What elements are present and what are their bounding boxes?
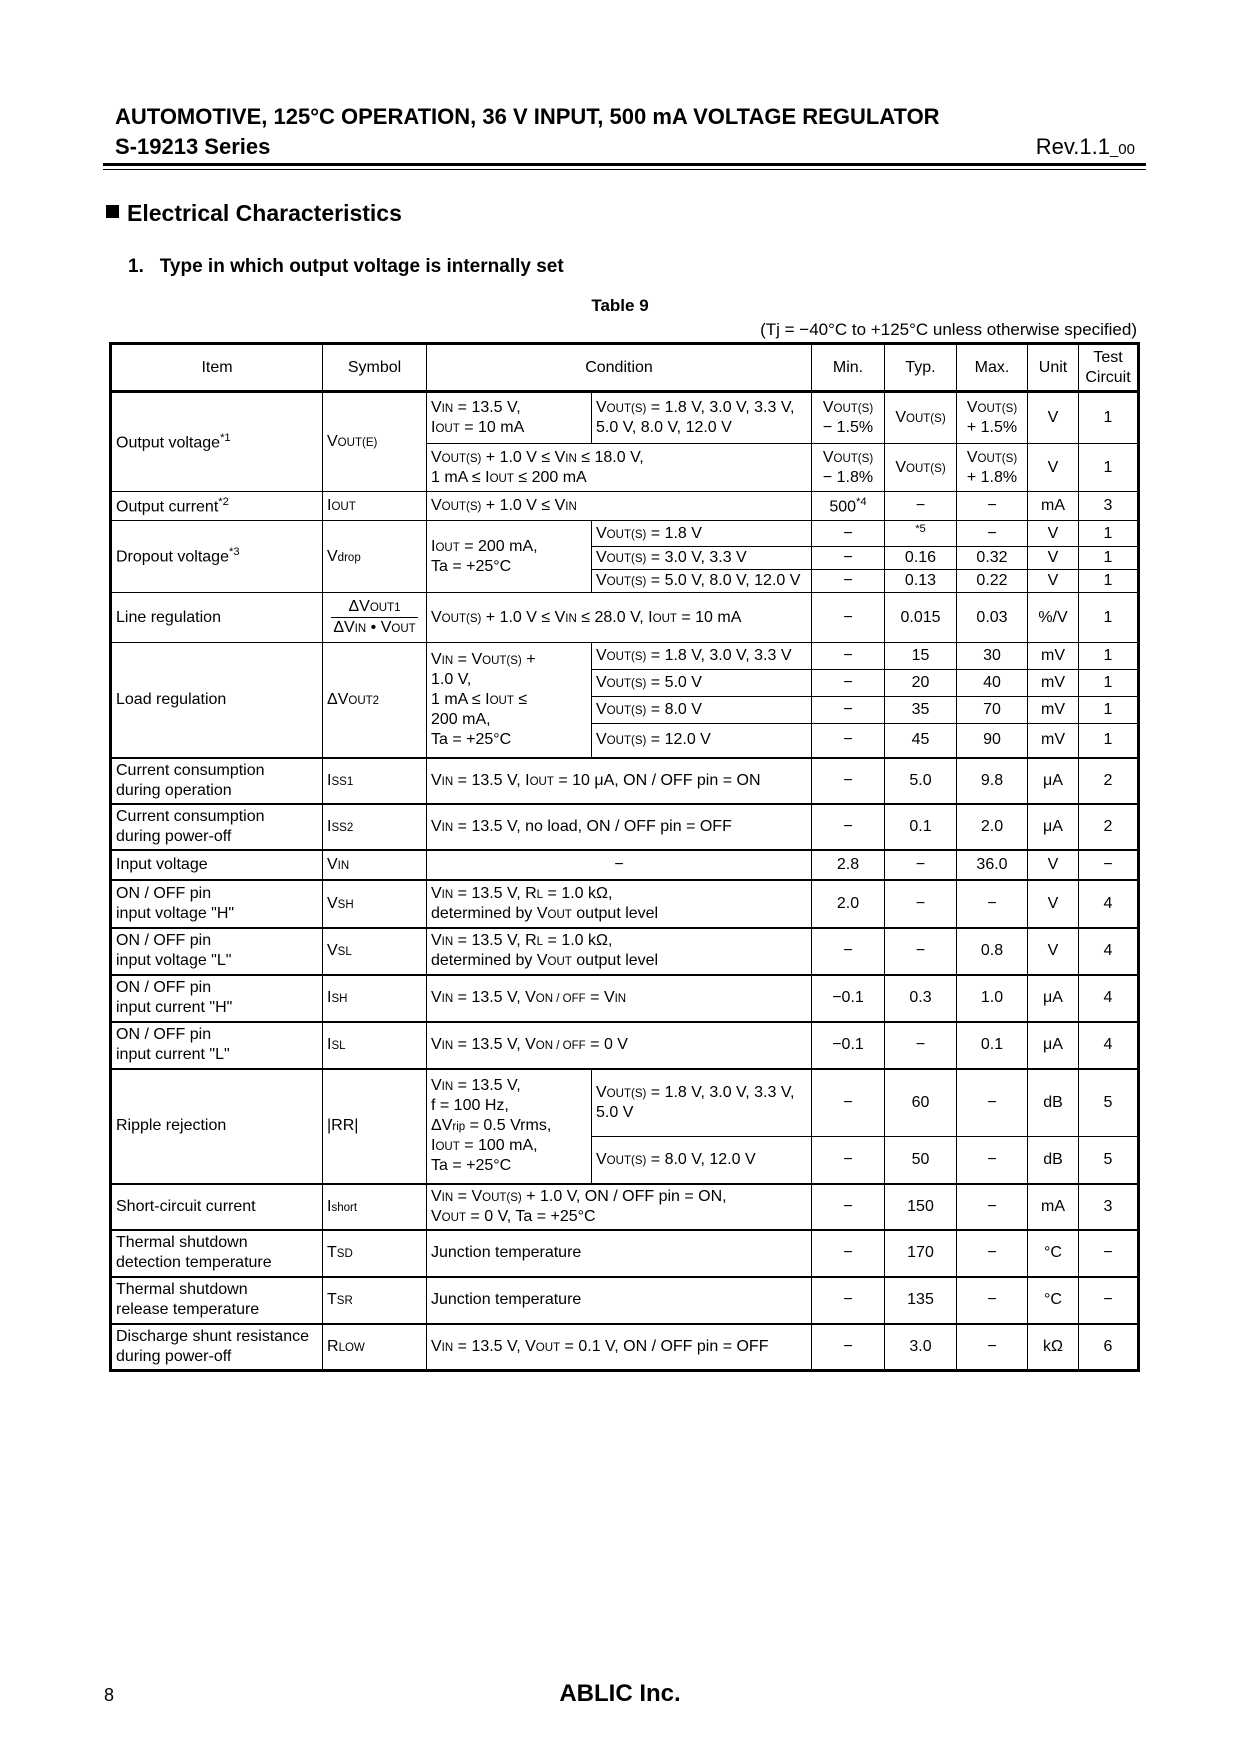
symbol-ishort: Ishort (323, 1184, 427, 1230)
min-cell: −0.1 (812, 1022, 885, 1069)
condition-cell: VIN = 13.5 V, RL = 1.0 kΩ, determined by VOUT output level (427, 880, 812, 928)
unit-cell: V (1028, 521, 1079, 547)
symbol-isl: ISL (323, 1022, 427, 1069)
min-cell: − (812, 593, 885, 643)
condition-cell: VIN = 13.5 V, IOUT = 10 mA (427, 392, 592, 444)
test-circuit-cell: 3 (1079, 1184, 1139, 1230)
header-test-circuit (1079, 344, 1139, 392)
condition-cell: − (427, 850, 812, 880)
typ-cell: 3.0 (885, 1324, 957, 1371)
max-cell: 1.0 (957, 975, 1028, 1022)
symbol-vdrop: Vdrop (323, 521, 427, 593)
table-row (111, 521, 1139, 547)
typ-cell: 170 (885, 1230, 957, 1277)
typ-cell: 35 (885, 697, 957, 724)
series-name: S-19213 Series (115, 134, 271, 159)
unit-cell: °C (1028, 1230, 1079, 1277)
min-cell: − (812, 928, 885, 975)
table-row (111, 392, 1139, 444)
max-cell: VOUT(S) + 1.8% (957, 444, 1028, 492)
item-output-voltage: Output voltage$^{*1}$ (111, 392, 323, 492)
typ-cell: 20 (885, 670, 957, 697)
unit-cell: V (1028, 547, 1079, 570)
unit-cell: mV (1028, 724, 1079, 758)
typ-cell: 0.16 (885, 547, 957, 570)
unit-cell: °C (1028, 1277, 1079, 1324)
test-circuit-cell: 1 (1079, 521, 1139, 547)
condition-cell: VOUT(S) = 5.0 V (592, 670, 812, 697)
unit-cell: V (1028, 880, 1079, 928)
square-bullet-icon (106, 205, 119, 218)
test-circuit-cell: 4 (1079, 975, 1139, 1022)
condition-cell: VOUT(S) = 8.0 V, 12.0 V (592, 1137, 812, 1184)
max-cell: VOUT(S) + 1.5% (957, 392, 1028, 444)
typ-cell: 50 (885, 1137, 957, 1184)
unit-cell: V (1028, 444, 1079, 492)
table-row (111, 880, 1139, 928)
test-circuit-cell: 1 (1079, 547, 1139, 570)
unit-cell: mA (1028, 1184, 1079, 1230)
test-circuit-cell: 2 (1079, 804, 1139, 850)
max-cell: 70 (957, 697, 1028, 724)
unit-cell: mV (1028, 697, 1079, 724)
condition-cell: VOUT(S) = 5.0 V, 8.0 V, 12.0 V (592, 570, 812, 593)
unit-cell: V (1028, 850, 1079, 880)
item-output-current: Output current$^{*2}$ (111, 492, 323, 521)
condition-cell: VIN = 13.5 V, VON / OFF = 0 V (427, 1022, 812, 1069)
symbol-tsd: TSD (323, 1230, 427, 1277)
condition-cell: Junction temperature (427, 1230, 812, 1277)
condition-cell: VOUT(S) = 1.8 V, 3.0 V, 3.3 V (592, 643, 812, 670)
typ-cell: − (885, 880, 957, 928)
unit-cell: mV (1028, 643, 1079, 670)
condition-cell: VIN = 13.5 V, f = 100 Hz, ΔVrip = 0.5 Vrms, IOUT = 100 mA, Ta = +25°C (427, 1069, 592, 1184)
typ-cell: − (885, 928, 957, 975)
condition-cell: VOUT(S) = 1.8 V (592, 521, 812, 547)
item-onoff-input-voltage-h: ON / OFF pin input voltage "H" (111, 880, 323, 928)
item-onoff-input-current-h: ON / OFF pin input current "H" (111, 975, 323, 1022)
typ-cell: VOUT(S) (885, 392, 957, 444)
typ-cell: 0.3 (885, 975, 957, 1022)
symbol-fraction: $\frac{\text{ΔVOUT1}}{\text{ΔVIN • VOUT}}$ (333, 598, 416, 636)
table-row (111, 1324, 1139, 1371)
unit-cell: V (1028, 392, 1079, 444)
test-circuit-cell: 4 (1079, 1022, 1139, 1069)
item-onoff-input-voltage-l: ON / OFF pin input voltage "L" (111, 928, 323, 975)
document-title: AUTOMOTIVE, 125°C OPERATION, 36 V INPUT, 500 mA VOLTAGE REGULATOR (115, 104, 940, 129)
table-row (111, 492, 1139, 521)
typ-cell: 0.015 (885, 593, 957, 643)
max-cell: − (957, 1069, 1028, 1137)
table-row (111, 928, 1139, 975)
unit-cell: μA (1028, 975, 1079, 1022)
max-cell: − (957, 880, 1028, 928)
condition-cell: VOUT(S) = 8.0 V (592, 697, 812, 724)
symbol-line-regulation (323, 593, 427, 643)
symbol-iss1: ISS1 (323, 758, 427, 804)
condition-cell: VIN = VOUT(S) + 1.0 V, ON / OFF pin = ON, VOUT = 0 V, Ta = +25°C (427, 1184, 812, 1230)
table-row (111, 804, 1139, 850)
min-cell: − (812, 670, 885, 697)
symbol-ish: ISH (323, 975, 427, 1022)
unit-cell: mV (1028, 670, 1079, 697)
table-row (111, 593, 1139, 643)
symbol-iout: IOUT (323, 492, 427, 521)
min-cell: − (812, 1137, 885, 1184)
test-circuit-cell: 4 (1079, 928, 1139, 975)
test-circuit-cell: 1 (1079, 444, 1139, 492)
typ-cell: 0.1 (885, 804, 957, 850)
max-cell: − (957, 1137, 1028, 1184)
max-cell: − (957, 521, 1028, 547)
max-cell: 36.0 (957, 850, 1028, 880)
test-circuit-cell: 4 (1079, 880, 1139, 928)
min-cell: − (812, 547, 885, 570)
condition-cell: VIN = 13.5 V, VON / OFF = VIN (427, 975, 812, 1022)
max-cell: 30 (957, 643, 1028, 670)
table-row (111, 850, 1139, 880)
subsection-heading (128, 256, 564, 278)
table-row (111, 1230, 1139, 1277)
header-min: Min. (812, 344, 885, 392)
table-row (111, 1184, 1139, 1230)
min-cell: − (812, 643, 885, 670)
company-logo: ABLIC Inc. (559, 1680, 681, 1707)
unit-cell: V (1028, 928, 1079, 975)
table-row (111, 1277, 1139, 1324)
revision-label (1036, 134, 1135, 160)
symbol-vin: VIN (323, 850, 427, 880)
condition-cell: VOUT(S) = 1.8 V, 3.0 V, 3.3 V, 5.0 V (592, 1069, 812, 1137)
symbol-tsr: TSR (323, 1277, 427, 1324)
test-circuit-cell: 3 (1079, 492, 1139, 521)
header-test-circuit-line1: Test (1093, 348, 1123, 366)
condition-cell: IOUT = 200 mA, Ta = +25°C (427, 521, 592, 593)
min-cell: − (812, 1069, 885, 1137)
symbol-iss2: ISS2 (323, 804, 427, 850)
max-cell: 90 (957, 724, 1028, 758)
max-cell: − (957, 1230, 1028, 1277)
item-line-regulation: Line regulation (111, 593, 323, 643)
table-row (111, 975, 1139, 1022)
test-circuit-cell: 6 (1079, 1324, 1139, 1371)
symbol-vout2: ΔVOUT2 (323, 643, 427, 758)
min-cell: 500$^{*4}$ (812, 492, 885, 521)
test-circuit-cell: 1 (1079, 643, 1139, 670)
table-row (111, 643, 1139, 670)
item-current-consumption-operation: Current consumption during operation (111, 758, 323, 804)
max-cell: 0.03 (957, 593, 1028, 643)
table-condition-note: (Tj = −40°C to +125°C unless otherwise specified) (760, 320, 1137, 339)
condition-cell: Junction temperature (427, 1277, 812, 1324)
item-short-circuit-current: Short-circuit current (111, 1184, 323, 1230)
min-cell: − (812, 758, 885, 804)
table-header-row (111, 344, 1139, 392)
unit-cell: μA (1028, 758, 1079, 804)
unit-cell: μA (1028, 804, 1079, 850)
unit-cell: dB (1028, 1069, 1079, 1137)
condition-cell: VIN = 13.5 V, no load, ON / OFF pin = OFF (427, 804, 812, 850)
condition-cell: VOUT(S) + 1.0 V ≤ VIN ≤ 18.0 V, 1 mA ≤ IOUT ≤ 200 mA (427, 444, 812, 492)
test-circuit-cell: − (1079, 1277, 1139, 1324)
header-condition: Condition (427, 344, 812, 392)
min-cell: −0.1 (812, 975, 885, 1022)
max-cell: 0.32 (957, 547, 1028, 570)
max-cell: 9.8 (957, 758, 1028, 804)
item-input-voltage: Input voltage (111, 850, 323, 880)
min-cell: − (812, 521, 885, 547)
header-item: Item (111, 344, 323, 392)
min-cell: − (812, 804, 885, 850)
test-circuit-cell: 1 (1079, 670, 1139, 697)
section-title: Electrical Characteristics (127, 200, 402, 226)
unit-cell: μA (1028, 1022, 1079, 1069)
revision-sub: _00 (1109, 141, 1135, 158)
header-unit: Unit (1028, 344, 1079, 392)
max-cell: − (957, 1184, 1028, 1230)
typ-cell: 150 (885, 1184, 957, 1230)
condition-cell: VOUT(S) = 3.0 V, 3.3 V (592, 547, 812, 570)
header-rule-thick (103, 163, 1146, 166)
item-thermal-shutdown-detection: Thermal shutdown detection temperature (111, 1230, 323, 1277)
unit-cell: mA (1028, 492, 1079, 521)
max-cell: − (957, 1277, 1028, 1324)
symbol-rlow: RLOW (323, 1324, 427, 1371)
condition-cell: VIN = VOUT(S) + 1.0 V, 1 mA ≤ IOUT ≤ 200 mA, Ta = +25°C (427, 643, 592, 758)
typ-cell: 0.13 (885, 570, 957, 593)
max-cell: 2.0 (957, 804, 1028, 850)
item-dropout-voltage: Dropout voltage$^{*3}$ (111, 521, 323, 593)
condition-cell: VIN = 13.5 V, IOUT = 10 μA, ON / OFF pin = ON (427, 758, 812, 804)
typ-cell: VOUT(S) (885, 444, 957, 492)
condition-cell: VIN = 13.5 V, VOUT = 0.1 V, ON / OFF pin = OFF (427, 1324, 812, 1371)
item-ripple-rejection: Ripple rejection (111, 1069, 323, 1184)
symbol-vsl: VSL (323, 928, 427, 975)
electrical-characteristics-table (109, 342, 1140, 1372)
condition-cell: VIN = 13.5 V, RL = 1.0 kΩ, determined by VOUT output level (427, 928, 812, 975)
symbol-rr: |RR| (323, 1069, 427, 1184)
test-circuit-cell: 5 (1079, 1069, 1139, 1137)
min-cell: VOUT(S) − 1.5% (812, 392, 885, 444)
condition-cell: VOUT(S) + 1.0 V ≤ VIN ≤ 28.0 V, IOUT = 10 mA (427, 593, 812, 643)
header-max: Max. (957, 344, 1028, 392)
min-cell: − (812, 570, 885, 593)
test-circuit-cell: 5 (1079, 1137, 1139, 1184)
min-cell: VOUT(S) − 1.8% (812, 444, 885, 492)
unit-cell: %/V (1028, 593, 1079, 643)
unit-cell: V (1028, 570, 1079, 593)
test-circuit-cell: 1 (1079, 392, 1139, 444)
header-symbol: Symbol (323, 344, 427, 392)
subsection-number: 1. (128, 256, 144, 277)
subsection-title: Type in which output voltage is internally set (159, 256, 564, 277)
typ-cell: 60 (885, 1069, 957, 1137)
table-row (111, 1069, 1139, 1137)
condition-cell: VOUT(S) + 1.0 V ≤ VIN (427, 492, 812, 521)
max-cell: − (957, 492, 1028, 521)
typ-cell: 45 (885, 724, 957, 758)
header-test-circuit-line2: Circuit (1085, 368, 1131, 386)
condition-cell: VOUT(S) = 1.8 V, 3.0 V, 3.3 V, 5.0 V, 8.0 V, 12.0 V (592, 392, 812, 444)
table-row (111, 758, 1139, 804)
typ-cell: − (885, 1022, 957, 1069)
typ-cell: 5.0 (885, 758, 957, 804)
typ-cell: − (885, 850, 957, 880)
item-load-regulation: Load regulation (111, 643, 323, 758)
test-circuit-cell: 1 (1079, 570, 1139, 593)
max-cell: 0.8 (957, 928, 1028, 975)
condition-cell: VOUT(S) = 12.0 V (592, 724, 812, 758)
typ-cell: − (885, 492, 957, 521)
symbol-vout-e: VOUT(E) (323, 392, 427, 492)
item-onoff-input-current-l: ON / OFF pin input current "L" (111, 1022, 323, 1069)
header-rule-thin (103, 169, 1146, 170)
unit-cell: dB (1028, 1137, 1079, 1184)
test-circuit-cell: − (1079, 850, 1139, 880)
typ-cell: 135 (885, 1277, 957, 1324)
typ-cell: *5 (885, 521, 957, 547)
min-cell: 2.8 (812, 850, 885, 880)
min-cell: − (812, 1230, 885, 1277)
item-discharge-shunt-resistance: Discharge shunt resistance during power-off (111, 1324, 323, 1371)
max-cell: 0.22 (957, 570, 1028, 593)
header-typ: Typ. (885, 344, 957, 392)
table-caption: Table 9 (591, 296, 649, 315)
test-circuit-cell: 1 (1079, 593, 1139, 643)
min-cell: − (812, 1277, 885, 1324)
min-cell: 2.0 (812, 880, 885, 928)
typ-cell: 15 (885, 643, 957, 670)
max-cell: 0.1 (957, 1022, 1028, 1069)
min-cell: − (812, 724, 885, 758)
item-current-consumption-power-off: Current consumption during power-off (111, 804, 323, 850)
table-row (111, 1022, 1139, 1069)
symbol-vsh: VSH (323, 880, 427, 928)
min-cell: − (812, 1184, 885, 1230)
test-circuit-cell: − (1079, 1230, 1139, 1277)
min-cell: − (812, 1324, 885, 1371)
page-number: 8 (104, 1685, 115, 1705)
min-cell: − (812, 697, 885, 724)
section-heading (106, 200, 402, 227)
max-cell: 40 (957, 670, 1028, 697)
unit-cell: kΩ (1028, 1324, 1079, 1371)
test-circuit-cell: 1 (1079, 724, 1139, 758)
revision-number: Rev.1.1 (1035, 134, 1110, 159)
test-circuit-cell: 1 (1079, 697, 1139, 724)
max-cell: − (957, 1324, 1028, 1371)
test-circuit-cell: 2 (1079, 758, 1139, 804)
item-thermal-shutdown-release: Thermal shutdown release temperature (111, 1277, 323, 1324)
